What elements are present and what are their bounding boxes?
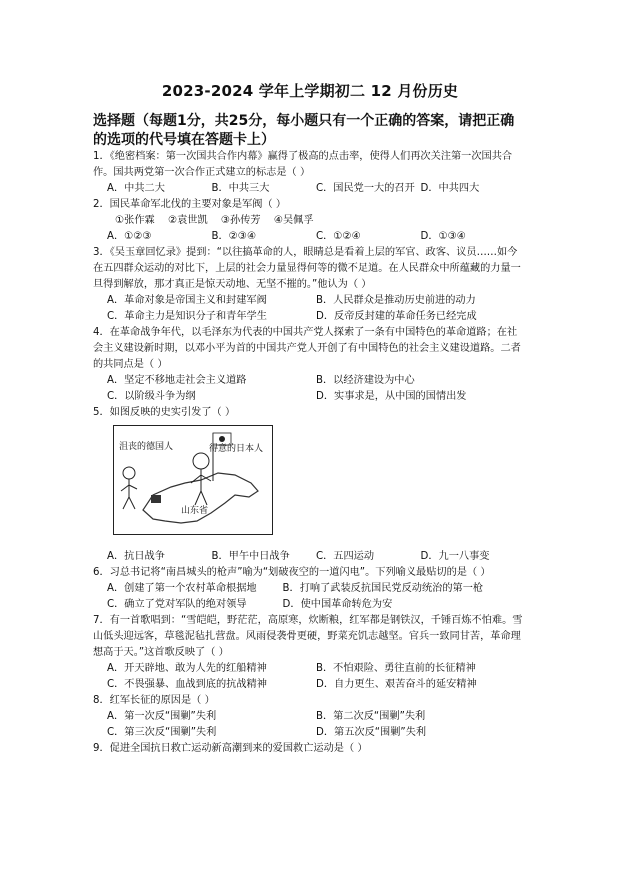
question-4	[93, 325, 525, 405]
option-c: C．确立了党对军队的绝对领导	[107, 599, 247, 610]
option-d: D．使中国革命转危为安	[282, 599, 393, 610]
question-9	[93, 741, 525, 757]
option-list	[93, 293, 525, 325]
choice-list	[93, 213, 525, 229]
choice-4: ④吴佩孚	[273, 215, 314, 226]
question-3	[93, 245, 525, 325]
question-stem: 3．《吴玉章回忆录》提到：“以往搞革命的人，眼睛总是看着上层的军官、政客、议员……如今在五四群众运动的对比下，上层的社会力量显得何等的微不足道。在人民群众中所蕴藏的力量一旦得到解放，那才真正是惊天动地、无坚不摧的。”他认为（ ）	[93, 247, 521, 290]
option-a: A．①②③	[107, 231, 152, 242]
option-c: C．五四运动	[316, 551, 375, 562]
option-b: B．打响了武装反抗国民党反动统治的第一枪	[282, 583, 484, 594]
option-c: C．不畏强暴、血战到底的抗战精神	[107, 679, 267, 690]
question-stem: 7．有一首歌唱到：“雪皑皑，野茫茫，高原寒，炊断粮，红军都是钢铁汉，千锤百炼不怕难。雪山低头迎远客，草毯泥毡扎营盘。风雨侵袭骨更硬，野菜充饥志越坚。官兵一致同甘苦，革命理想高于天。”这首歌反映了（ ）	[93, 615, 523, 658]
question-6	[93, 565, 525, 613]
option-b: B．中共三大	[211, 183, 270, 194]
option-c: C．国民党一大的召开	[316, 183, 415, 194]
japan-flag-sun	[219, 436, 225, 442]
choice-3: ③孙传芳	[220, 215, 261, 226]
option-b: B．甲午中日战争	[211, 551, 290, 562]
option-c: C．第三次反“围剿”失利	[107, 727, 217, 738]
option-d: D．中共四大	[420, 183, 480, 194]
question-stem: 1．《绝密档案：第一次国共合作内幕》赢得了极高的点击率，使得人们再次关注第一次国共合作。国共两党第一次合作正式建立的标志是（ ）	[93, 151, 513, 178]
question-stem: 2．国民革命军北伐的主要对象是军阀（ ）	[93, 199, 287, 210]
option-d: D．第五次反“围剿”失利	[316, 727, 427, 738]
option-b: B．不怕艰险、勇往直前的长征精神	[316, 663, 476, 674]
flag-left	[151, 495, 161, 503]
question-stem: 9．促进全国抗日救亡运动新高潮到来的爱国救亡运动是（ ）	[93, 743, 368, 754]
label-right: 得意的日本人	[209, 444, 264, 454]
option-a: A．创建了第一个农村革命根据地	[107, 583, 257, 594]
option-d: D．自力更生、艰苦奋斗的延安精神	[316, 679, 477, 690]
option-b: B．以经济建设为中心	[316, 375, 415, 386]
option-list	[93, 229, 525, 245]
choice-1: ①张作霖	[115, 215, 155, 226]
cartoon-figure	[113, 425, 273, 535]
question-list	[93, 149, 525, 757]
option-b: B．人民群众是推动历史前进的动力	[316, 295, 476, 306]
option-d: D．①③④	[420, 231, 466, 242]
question-stem: 5．如图反映的史实引发了（ ）	[93, 407, 236, 418]
option-a: A．中共二大	[107, 183, 165, 194]
option-c: C．①②④	[316, 231, 361, 242]
label-left: 沮丧的德国人	[119, 442, 174, 452]
option-a: A．第一次反“围剿”失利	[107, 711, 217, 722]
option-a: A．坚定不移地走社会主义道路	[107, 375, 247, 386]
choice-2: ②袁世凯	[167, 215, 208, 226]
option-list	[93, 661, 525, 693]
option-d: D．实事求是，从中国的国情出发	[316, 391, 467, 402]
option-list	[93, 581, 525, 613]
option-d: D．九一八事变	[420, 551, 490, 562]
question-stem: 6．习总书记将“南昌城头的枪声”喻为“划破夜空的一道闪电”。下列喻义最贴切的是（ ）	[93, 567, 491, 578]
option-d: D．反帝反封建的革命任务已经完成	[316, 311, 477, 322]
option-b: B．第二次反“围剿”失利	[316, 711, 426, 722]
option-b: B．②③④	[211, 231, 257, 242]
option-a: A．抗日战争	[107, 551, 165, 562]
question-stem: 8．红军长征的原因是（ ）	[93, 695, 215, 706]
question-2	[93, 197, 525, 245]
option-list	[93, 549, 525, 565]
question-1	[93, 149, 525, 197]
option-list	[93, 181, 525, 197]
question-stem: 4．在革命战争年代，以毛泽东为代表的中国共产党人探索了一条有中国特色的革命道路；在社会主义建设新时期，以邓小平为首的中国共产党人开创了有中国特色的社会主义建设道路。二者的共同点是（ ）	[93, 327, 521, 370]
option-list	[93, 373, 525, 405]
option-c: C．以阶级斗争为纲	[107, 391, 196, 402]
page-title: 2023-2024 学年上学期初二 12 月份历史	[161, 82, 459, 100]
option-list	[93, 709, 525, 741]
question-8	[93, 693, 525, 741]
question-7	[93, 613, 525, 693]
option-a: A．革命对象是帝国主义和封建军阀	[107, 295, 267, 306]
option-c: C．革命主力是知识分子和青年学生	[107, 311, 267, 322]
section-header: 选择题（每题1分，共25分，每小题只有一个正确的答案，请把正确的选项的代号填在答题卡上）	[93, 113, 515, 148]
label-map: 山东省	[181, 506, 209, 516]
option-a: A．开天辟地、敢为人先的红船精神	[107, 663, 267, 674]
question-5	[93, 405, 525, 565]
